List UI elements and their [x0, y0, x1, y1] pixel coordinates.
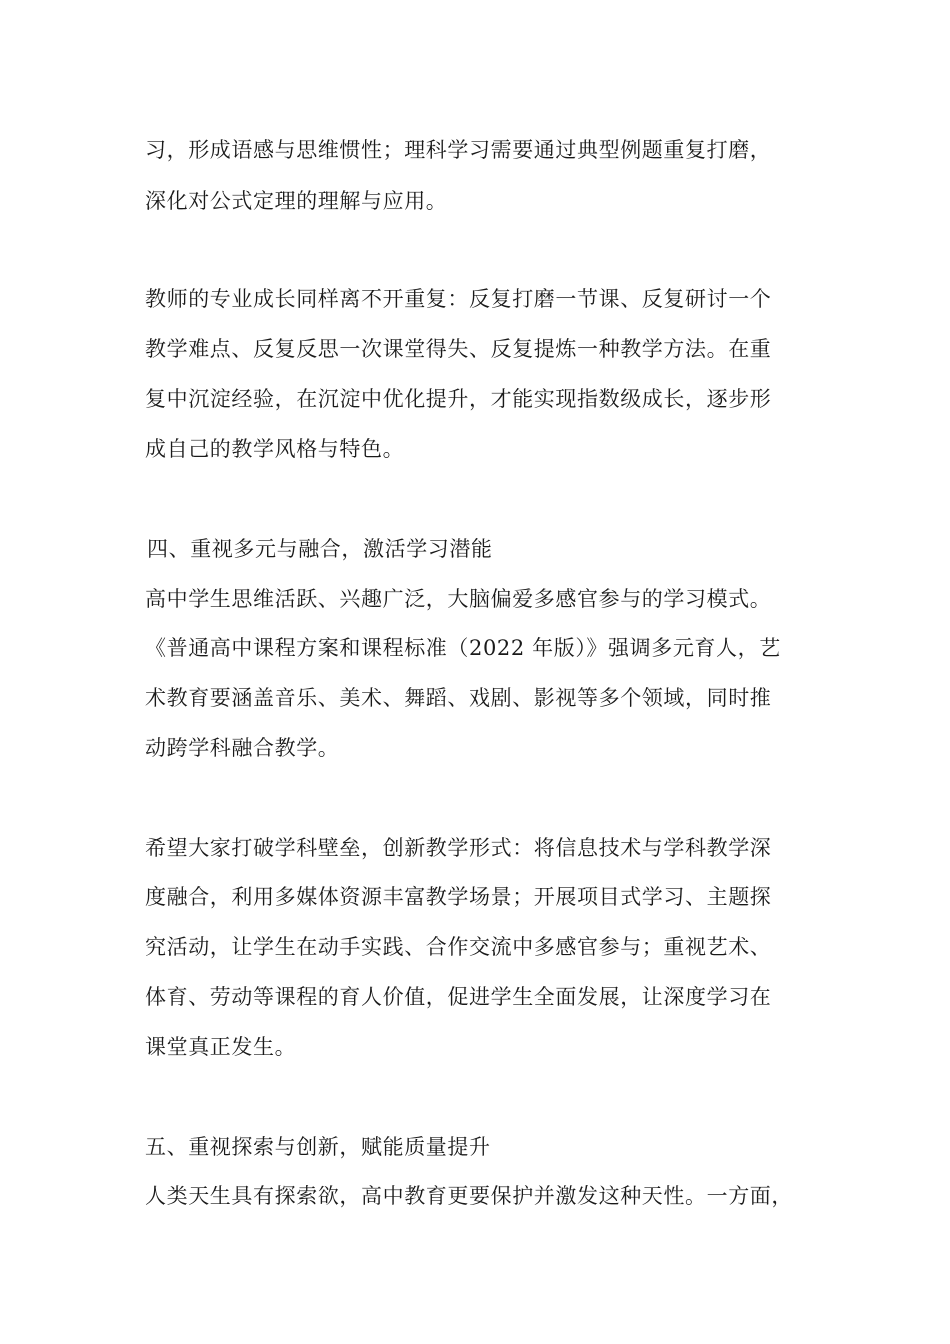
- paragraph-line: 人类天生具有探索欲，高中教育更要保护并激发这种天性。一方面，: [145, 1184, 793, 1208]
- paragraph-line: 深化对公式定理的理解与应用。: [145, 189, 448, 213]
- paragraph-line: 复中沉淀经验，在沉淀中优化提升，才能实现指数级成长，逐步形: [145, 387, 772, 411]
- paragraph-line: 度融合，利用多媒体资源丰富教学场景；开展项目式学习、主题探: [145, 885, 772, 909]
- paragraph-line: 习，形成语感与思维惯性；理科学习需要通过典型例题重复打磨，: [145, 138, 772, 162]
- paragraph-line: 术教育要涵盖音乐、美术、舞蹈、戏剧、影视等多个领域，同时推: [145, 686, 772, 710]
- paragraph-line: 体育、劳动等课程的育人价值，促进学生全面发展，让深度学习在: [145, 985, 772, 1009]
- paragraph-line: 课堂真正发生。: [145, 1035, 297, 1059]
- paragraph-line: 教师的专业成长同样离不开重复：反复打磨一节课、反复研讨一个: [145, 287, 772, 311]
- paragraph-line: 动跨学科融合教学。: [145, 736, 340, 760]
- paragraph-line: 希望大家打破学科壁垒，创新教学形式：将信息技术与学科教学深: [145, 836, 772, 860]
- section-heading: 五、重视探索与创新，赋能质量提升: [145, 1135, 491, 1159]
- paragraph-line: 教学难点、反复反思一次课堂得失、反复提炼一种教学方法。在重: [145, 337, 772, 361]
- paragraph-line: 成自己的教学风格与特色。: [145, 437, 405, 461]
- paragraph-line: 《普通高中课程方案和课程标准（2022 年版）》强调多元育人，艺: [145, 636, 781, 660]
- paragraph-line: 究活动，让学生在动手实践、合作交流中多感官参与；重视艺术、: [145, 935, 772, 959]
- section-heading: 四、重视多元与融合，激活学习潜能: [147, 537, 493, 561]
- paragraph-line: 高中学生思维活跃、兴趣广泛，大脑偏爱多感官参与的学习模式。: [145, 587, 772, 611]
